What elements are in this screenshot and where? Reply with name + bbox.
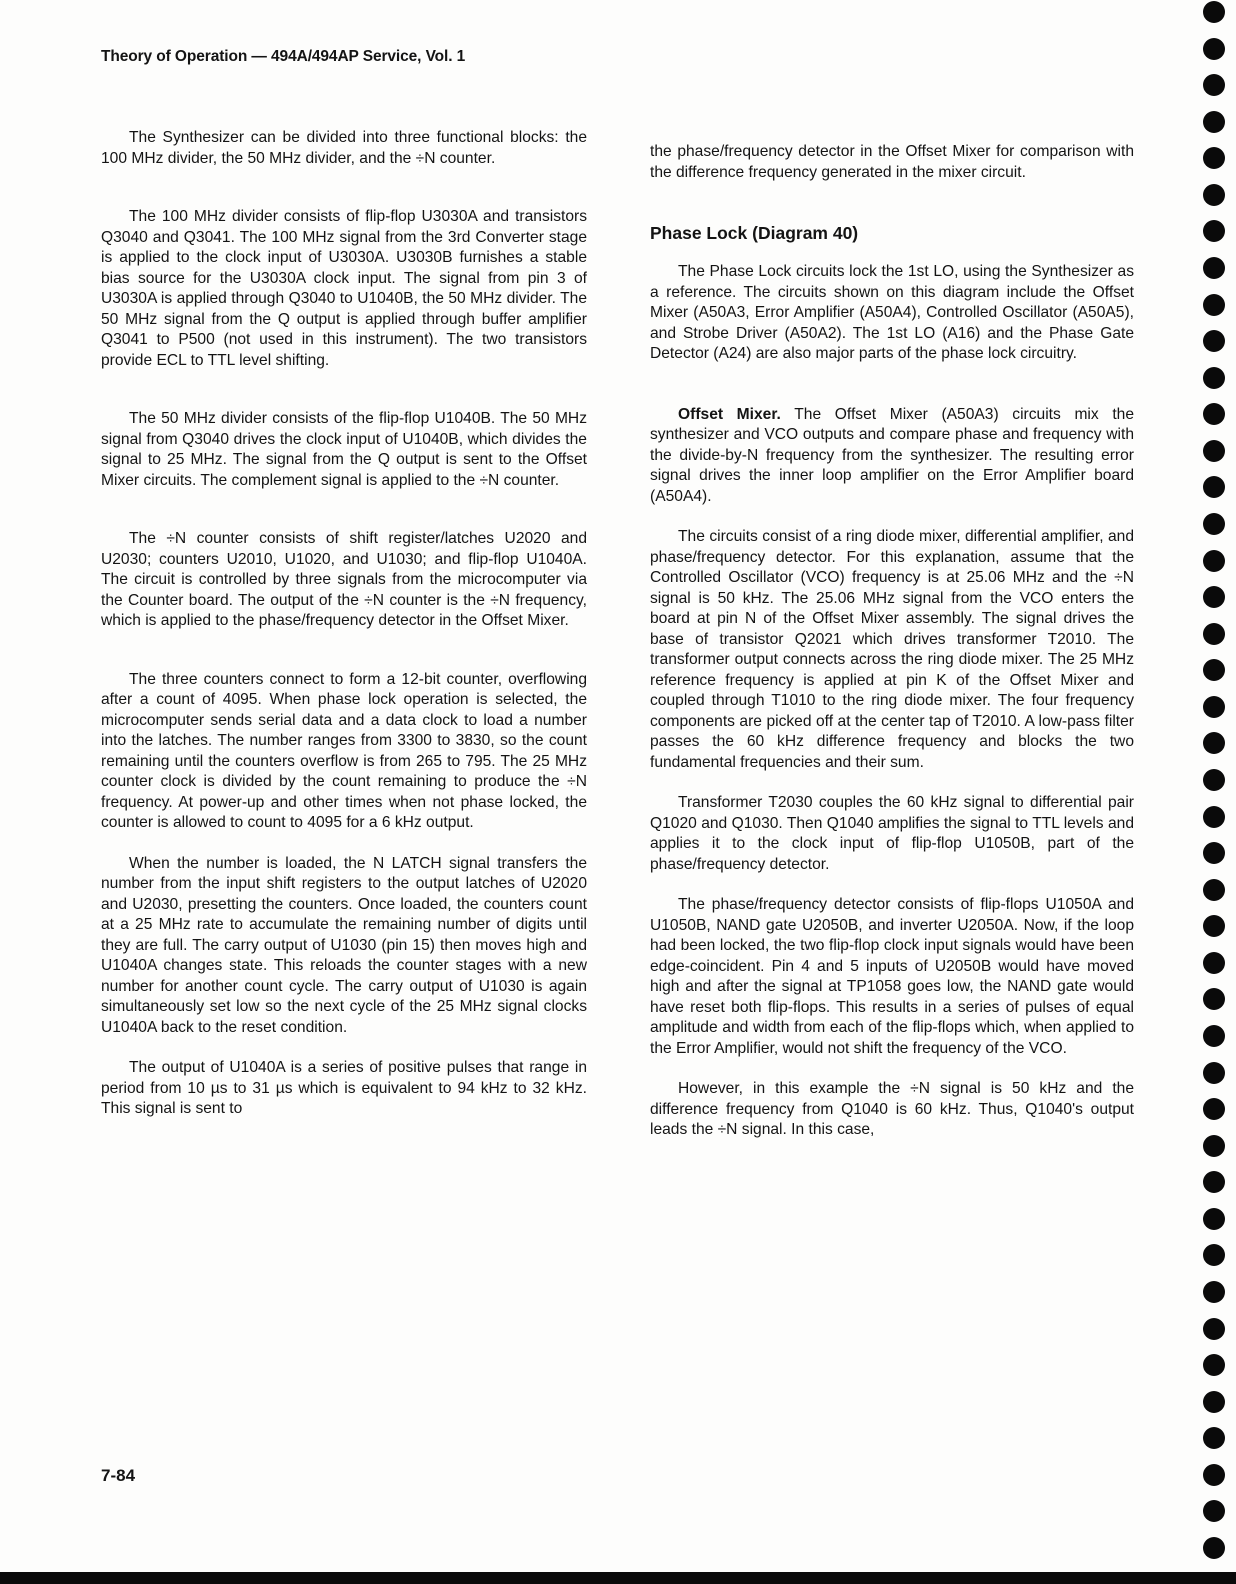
binder-hole xyxy=(1203,623,1225,645)
binder-hole xyxy=(1203,1281,1225,1303)
binder-holes xyxy=(1196,0,1230,1584)
paragraph: The Phase Lock circuits lock the 1st LO, using the Synthesizer as a reference. The circuits shown on this diagram include the Offset Mixer (A50A3, Error Amplifier (A50A4), Controlled Oscillator (A50A5), and Strobe Driver (A50A2). The 1st LO (A16) and the Phase Gate Detector (A24) are also major parts of the phase lock circuitry. xyxy=(650,263,1134,362)
binder-hole xyxy=(1203,1427,1225,1449)
binder-hole xyxy=(1203,842,1225,864)
binder-hole xyxy=(1203,1135,1225,1157)
binder-hole xyxy=(1203,513,1225,535)
binder-hole xyxy=(1203,147,1225,169)
paragraph-offset-mixer xyxy=(650,405,1134,508)
binder-hole xyxy=(1203,915,1225,937)
paragraph: The 100 MHz divider consists of flip-flop U3030A and transistors Q3040 and Q3041. The 100 MHz signal from the 3rd Converter stage is applied to the clock input of U3030A. U3030B furnishes a stable bias source for the U3030A clock input. The signal from pin 3 of U3030A is applied through Q3040 to U1040B, the 50 MHz divider. The 50 MHz signal from the Q output is applied through buffer amplifier Q3041 to P500 (not used in this instrument). The two transistors provide ECL to TTL level shifting. xyxy=(101,208,587,369)
binder-hole xyxy=(1203,1025,1225,1047)
paragraph: The Synthesizer can be divided into three functional blocks: the 100 MHz divider, the 50 MHz divider, and the ÷N counter. xyxy=(101,129,587,167)
binder-hole xyxy=(1203,659,1225,681)
run-in-heading: Offset Mixer. xyxy=(678,405,781,423)
paragraph: The ÷N counter consists of shift register/latches U2020 and U2030; counters U2010, U1020, and U1030; and flip-flop U1040A. The circuit is controlled by three signals from the microcomputer via the Counter board. The output of the ÷N counter is the ÷N frequency, which is applied to the phase/frequency detector in the Offset Mixer. xyxy=(101,530,587,629)
binder-hole xyxy=(1203,1098,1225,1120)
binder-hole xyxy=(1203,769,1225,791)
binder-hole xyxy=(1203,74,1225,96)
scan-edge xyxy=(0,1572,1236,1584)
binder-hole xyxy=(1203,1062,1225,1084)
paragraph-continuation: the phase/frequency detector in the Offset Mixer for comparison with the difference frequency generated in the mixer circuit. xyxy=(650,143,1134,181)
paragraph: Transformer T2030 couples the 60 kHz signal to differential pair Q1020 and Q1030. Then Q1040 amplifies the signal to TTL levels and applies it to the clock input of flip-flop U1050B, part of the phase/frequency detector. xyxy=(650,794,1134,873)
page-number: 7-84 xyxy=(101,1466,136,1485)
binder-hole xyxy=(1203,732,1225,754)
binder-hole xyxy=(1203,1208,1225,1230)
binder-hole xyxy=(1203,330,1225,352)
paragraph-text: The Offset Mixer (A50A3) circuits mix the synthesizer and VCO outputs and compare phase and frequency with the divide-by-N frequency from the synthesizer. The resulting error signal drives the inner loop amplifier on the Error Amplifier board (A50A4). xyxy=(650,405,1135,505)
binder-hole xyxy=(1203,988,1225,1010)
paragraph: However, in this example the ÷N signal is 50 kHz and the difference frequency from Q1040 is 60 kHz. Thus, Q1040's output leads the ÷N signal. In this case, xyxy=(650,1080,1134,1138)
paragraph: The circuits consist of a ring diode mixer, differential amplifier, and phase/frequency detector. For this explanation, assume that the Controlled Oscillator (VCO) frequency is at 25.06 MHz and the ÷N signal is 50 kHz. The 25.06 MHz signal from the VCO enters the board at pin N of the Offset Mixer assembly. The signal drives the base of transistor Q2021 which drives transformer T2010. The transformer output connects across the ring diode mixer. The 25 MHz reference frequency is applied at pin K of the Offset Mixer and coupled through T1010 to the ring diode mixer. The four frequency components are picked off at the center tap of T2010. A low-pass filter passes the 60 kHz difference frequency and blocks the two fundamental frequencies and their sum. xyxy=(650,528,1134,771)
binder-hole xyxy=(1203,403,1225,425)
binder-hole xyxy=(1203,1391,1225,1413)
paragraph: The three counters connect to form a 12-bit counter, overflowing after a count of 4095. When phase lock operation is selected, the microcomputer sends serial data and a data clock to load a number into the latches. The number ranges from 3300 to 3830, so the count remaining until the counters overflow is from 265 to 795. The 25 MHz counter clock is divided by the count remaining to produce the ÷N frequency. At power-up and other times when not phase locked, the counter is allowed to count to 4095 for a 6 kHz output. xyxy=(101,670,587,831)
binder-hole xyxy=(1203,1,1225,23)
binder-hole xyxy=(1203,257,1225,279)
binder-hole xyxy=(1203,111,1225,133)
binder-hole xyxy=(1203,1464,1225,1486)
left-column xyxy=(101,128,587,1140)
binder-hole xyxy=(1203,294,1225,316)
binder-hole xyxy=(1203,476,1225,498)
paragraph: The 50 MHz divider consists of the flip-flop U1040B. The 50 MHz signal from Q3040 drives the clock input of U1040B, which divides the signal to 25 MHz. The signal from the Q output is sent to the Offset Mixer circuits. The complement signal is applied to the ÷N counter. xyxy=(101,410,587,489)
binder-hole xyxy=(1203,952,1225,974)
binder-hole xyxy=(1203,1171,1225,1193)
paragraph: The phase/frequency detector consists of flip-flops U1050A and U1050B, NAND gate U2050B, and inverter U2050A. Now, if the loop had been locked, the two flip-flop clock input signals would have been edge-coincident. Pin 4 and 5 inputs of U2050B would have moved high and after the signal at TP1058 goes low, the NAND gate would have reset both flip-flops. This results in a series of pulses of equal amplitude and width from each of the flip-flops which, when applied to the Error Amplifier, would not shift the frequency of the VCO. xyxy=(650,896,1134,1057)
binder-hole xyxy=(1203,440,1225,462)
binder-hole xyxy=(1203,1537,1225,1559)
running-header: Theory of Operation — 494A/494AP Service, Vol. 1 xyxy=(101,48,466,65)
binder-hole xyxy=(1203,1318,1225,1340)
binder-hole xyxy=(1203,586,1225,608)
binder-hole xyxy=(1203,806,1225,828)
right-column xyxy=(650,142,1134,1161)
binder-hole xyxy=(1203,1354,1225,1376)
paragraph: When the number is loaded, the N LATCH signal transfers the number from the input shift registers to the output latches of U2020 and U2030, presetting the counters. Once loaded, the counters count at a 25 MHz rate to accumulate the remaining number of digits until they are full. The carry output of U1030 (pin 15) then moves high and U1040A changes state. This reloads the counter stages with a new number for another count cycle. The carry output of U1030 is again simultaneously set low so the next cycle of the 25 MHz signal clocks U1040A back to the reset condition. xyxy=(101,854,587,1036)
binder-hole xyxy=(1203,220,1225,242)
binder-hole xyxy=(1203,367,1225,389)
binder-hole xyxy=(1203,879,1225,901)
binder-hole xyxy=(1203,38,1225,60)
paragraph: The output of U1040A is a series of positive pulses that range in period from 10 µs to 31 µs which is equivalent to 94 kHz to 32 kHz. This signal is sent to xyxy=(101,1059,587,1117)
binder-hole xyxy=(1203,550,1225,572)
binder-hole xyxy=(1203,696,1225,718)
binder-hole xyxy=(1203,1244,1225,1266)
binder-hole xyxy=(1203,1500,1225,1522)
section-heading: Phase Lock (Diagram 40) xyxy=(650,223,859,243)
binder-hole xyxy=(1203,184,1225,206)
